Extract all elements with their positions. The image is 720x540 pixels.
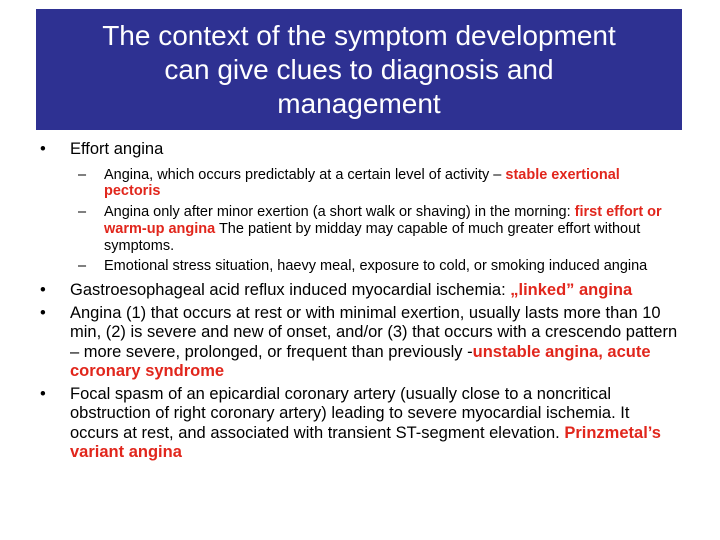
dash-icon: – bbox=[78, 204, 87, 221]
slide-title: The context of the symptom development can give clues to diagnosis and management bbox=[102, 19, 616, 119]
dash-icon: – bbox=[78, 258, 87, 275]
list-item bbox=[40, 304, 680, 382]
subitem-highlight: first effort or warm-up angina bbox=[104, 204, 662, 237]
bullet-list bbox=[40, 140, 680, 463]
item-text: Effort angina bbox=[70, 140, 164, 158]
bullet-icon: • bbox=[40, 281, 46, 300]
list-item bbox=[40, 281, 680, 301]
subitem-text: Angina, which occurs predictably at a certain level of activity – bbox=[104, 166, 506, 183]
item-text: Gastroesophageal acid reflux induced myocardial ischemia: bbox=[70, 281, 511, 300]
sub-list-item bbox=[40, 258, 680, 275]
bullet-icon: • bbox=[40, 140, 46, 158]
sub-list-item bbox=[40, 167, 680, 201]
item-text: Focal spasm of an epicardial coronary artery (usually close to a noncritical obstruction of right coronary artery) leading to severe myocardial ischemia. It occurs at rest, and associated with transient ST-segment elevation. bbox=[70, 384, 630, 442]
item-highlight: „linked” angina bbox=[510, 281, 633, 300]
subitem-text: Angina only after minor exertion (a short walk or shaving) in the morning: bbox=[104, 204, 575, 221]
sub-list-item bbox=[40, 204, 680, 254]
bullet-icon: • bbox=[40, 303, 46, 322]
item-highlight: Prinzmetal’s variant angina bbox=[70, 423, 661, 462]
list-item bbox=[40, 140, 680, 160]
title-banner bbox=[36, 9, 682, 130]
item-highlight: unstable angina, acute coronary syndrome bbox=[70, 342, 651, 381]
item-text: Angina (1) that occurs at rest or with minimal exertion, usually lasts more than 10 min, (2) is severe and new of onset, and/or (3) that occurs with a crescendo pattern – more severe, prolonged, or frequent than previously - bbox=[70, 303, 678, 361]
dash-icon: – bbox=[78, 166, 87, 183]
list-item bbox=[40, 385, 680, 463]
subitem-highlight: stable exertional pectoris bbox=[104, 166, 620, 200]
subitem-text-after: The patient by midday may capable of much greater effort without symptoms. bbox=[104, 220, 641, 254]
bullet-icon: • bbox=[40, 384, 46, 403]
subitem-text: Emotional stress situation, haevy meal, exposure to cold, or smoking induced angina bbox=[104, 258, 648, 275]
